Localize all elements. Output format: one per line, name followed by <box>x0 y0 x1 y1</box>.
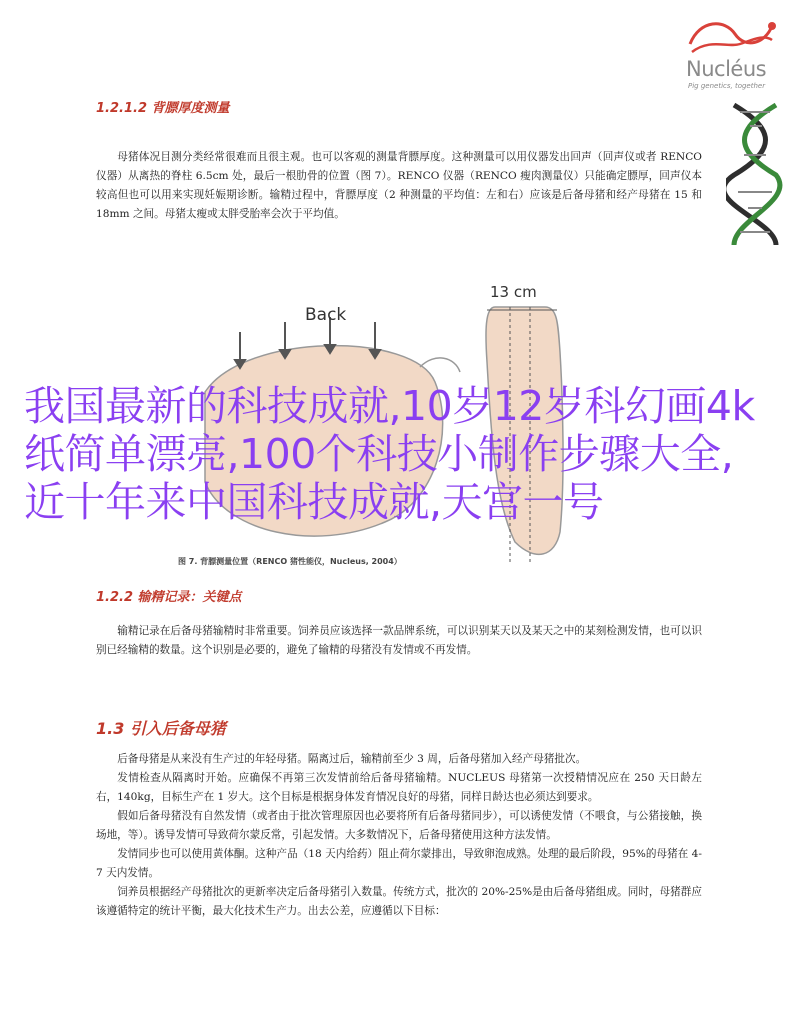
overlay-title: 我国最新的科技成就,10岁12岁科幻画4k纸简单漂亮,100个科技小制作步骤大全,近十年来中国科技成就,天宫一号 <box>24 382 755 526</box>
paragraph-gilts-2: 发情检查从隔离时开始。应确保不再第三次发情前给后备母猪输精。NUCLEUS 母猪第一次授精情况应在 250 天日龄左右，140kg，目标生产在 1 岁大。这个目标是根据身体发育情况良好的母猪，同样日龄达也必须达到要求。 <box>96 772 702 803</box>
paragraph-insemination-records: 输精记录在后备母猪输精时非常重要。饲养员应该选择一款品牌系统，可以识别某天以及某天之中的某刻检测发情，也可以识别已经输精的数量。这个识别是必要的，避免了输精的母猪没有发情或不再发情。 <box>96 625 702 656</box>
paragraph-gilts-4: 发情同步也可以使用黄体酮。这种产品（18 天内给药）阻止荷尔蒙排出，导致卵泡成熟。处理的最后阶段，95%的母猪在 4-7 天内发情。 <box>96 848 702 879</box>
figure-back-label: Back <box>305 305 347 325</box>
logo-tagline: Pig genetics, together <box>688 82 766 90</box>
dna-helix-icon <box>726 100 784 250</box>
paragraph-gilts-5: 饲养员根据经产母猪批次的更新率决定后备母猪引入数量。传统方式，批次的 20%-25%是由后备母猪组成。同时，母猪群应该遵循特定的统计平衡，最大化技术生产力。出去公差，应遵循以下目标： <box>96 886 702 917</box>
paragraph-gilts-1: 后备母猪是从来没有生产过的年轻母猪。隔离过后，输精前至少 3 周，后备母猪加入经产母猪批次。 <box>117 753 587 765</box>
paragraphs-gilts <box>96 750 702 921</box>
section-heading-insemination-records: 1.2.2 输精记录：关键点 <box>96 590 242 605</box>
figure-measure-label: 13 cm <box>490 283 537 301</box>
section-heading-backfat: 1.2.1.2 背膘厚度测量 <box>96 101 230 116</box>
section-heading-gilts: 1.3 引入后备母猪 <box>96 719 226 738</box>
logo-name: Nucléus <box>686 57 767 81</box>
paragraph-backfat: 母猪体况目测分类经常很难而且很主观。也可以客观的测量背膘厚度。这种测量可以用仪器发出回声（回声仪或者 RENCO 仪器）从离热的脊柱 6.5cm 处，最后一根肋骨的位置（图 7）。RENCO 仪器（RENCO 瘦肉测量仪）只能确定膘厚，回声仪本较高但也可以用来实现妊娠期诊断。输精过程中，背膘厚度（2 种测量的平均值：左和右）应该是后备母猪和经产母猪在 15 和 18mm 之间。母猪太瘦或太胖受胎率会次于平均值。 <box>96 151 702 220</box>
paragraph-gilts-3: 假如后备母猪没有自然发情（或者由于批次管理原因也必要将所有后备母猪同步），可以诱使发情（不喂食，与公猪接触，换场地，等）。诱导发情可导致荷尔蒙反常，引起发情。大多数情况下，后备母猪使用这种方法发情。 <box>96 810 702 841</box>
figure-caption: 图 7. 背膘测量位置（RENCO 猪性能仪，Nucleus, 2004） <box>178 557 402 566</box>
